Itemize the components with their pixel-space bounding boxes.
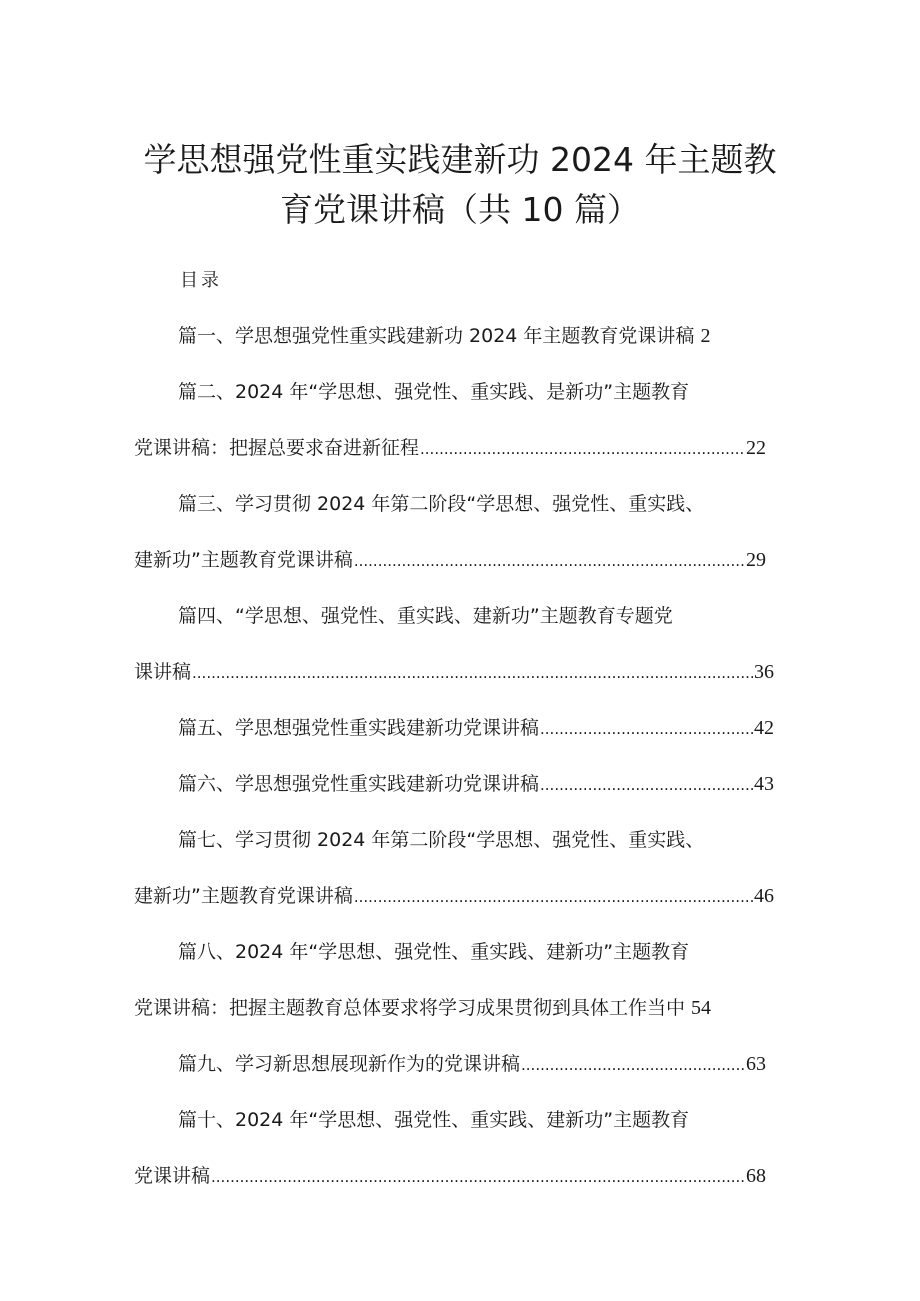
toc-entry-text: 篇一、学思想强党性重实践建新功 2024 年主题教育党课讲稿: [178, 325, 695, 347]
toc-entry-text: 篇十、2024 年“学思想、强党性、重实践、建新功”主题教育: [178, 1109, 690, 1131]
toc-entry-text: 党课讲稿：把握主题教育总体要求将学习成果贯彻到具体工作当中: [134, 997, 686, 1019]
toc-entry-text: 篇二、2024 年“学思想、强党性、重实践、是新功”主题教育: [178, 381, 690, 403]
toc-entry-text: 党课讲稿：把握总要求奋进新征程: [134, 437, 420, 459]
toc-entry-page: 68: [746, 1165, 766, 1187]
toc-dot-leader: [540, 772, 753, 798]
toc-entry-text: 篇七、学习贯彻 2024 年第二阶段“学思想、强党性、重实践、: [178, 829, 705, 851]
toc-entry-3-line-2[interactable]: [134, 547, 766, 574]
toc-entry-8-line-1[interactable]: [178, 939, 689, 965]
toc-dot-leader: [211, 1164, 745, 1190]
toc-entry-text: 篇三、学习贯彻 2024 年第二阶段“学思想、强党性、重实践、: [178, 493, 705, 515]
toc-entry-page: 63: [746, 1053, 766, 1075]
toc-entry-text: 篇四、“学思想、强党性、重实践、建新功”主题教育专题党: [178, 605, 673, 627]
toc-entry-4-line-2[interactable]: [134, 659, 774, 686]
document-title-line-2: 育党课讲稿（共 10 篇）: [280, 190, 640, 229]
toc-entry-10-line-1[interactable]: [178, 1107, 689, 1133]
toc-entry-text: 篇八、2024 年“学思想、强党性、重实践、建新功”主题教育: [178, 941, 690, 963]
toc-entry-7-line-1[interactable]: [178, 827, 704, 853]
toc-dot-leader: [521, 1052, 745, 1078]
toc-dot-leader: [354, 548, 745, 574]
toc-dot-leader: [192, 660, 753, 686]
toc-entry-8-line-2[interactable]: [134, 995, 711, 1021]
toc-entry-1[interactable]: [178, 323, 710, 349]
toc-entry-3-line-1[interactable]: [178, 491, 704, 517]
toc-entry-page: 29: [746, 549, 766, 571]
toc-entry-page: 46: [754, 885, 774, 907]
toc-entry-text: 党课讲稿: [134, 1165, 211, 1187]
toc-entry-text: 建新功”主题教育党课讲稿: [134, 549, 353, 571]
toc-heading: 目录: [180, 270, 222, 291]
document-title-line-1: 学思想强党性重实践建新功 2024 年主题教: [143, 140, 777, 179]
toc-entry-5[interactable]: [178, 715, 774, 742]
toc-entry-page: 43: [754, 773, 774, 795]
toc-dot-leader: [354, 884, 753, 910]
toc-dot-leader: [540, 716, 753, 742]
toc-dot-leader: [420, 436, 745, 462]
toc-entry-6[interactable]: [178, 771, 774, 798]
toc-entry-text: 篇九、学习新思想展现新作为的党课讲稿: [178, 1053, 521, 1075]
toc-entry-2-line-2[interactable]: [134, 435, 766, 462]
toc-entry-text: 篇五、学思想强党性重实践建新功党课讲稿: [178, 717, 540, 739]
toc-entry-2-line-1[interactable]: [178, 379, 689, 405]
toc-entry-7-line-2[interactable]: [134, 883, 774, 910]
toc-entry-4-line-1[interactable]: [178, 603, 673, 629]
toc-entry-9[interactable]: [178, 1051, 766, 1078]
toc-entry-text: 建新功”主题教育党课讲稿: [134, 885, 353, 907]
toc-entry-page: 2: [700, 325, 711, 347]
toc-entry-page: 42: [754, 717, 774, 739]
toc-entry-text: 篇六、学思想强党性重实践建新功党课讲稿: [178, 773, 540, 795]
toc-entry-10-line-2[interactable]: [134, 1163, 766, 1190]
toc-entry-page: 54: [691, 997, 712, 1019]
toc-entry-text: 课讲稿: [134, 661, 192, 683]
toc-entry-page: 36: [754, 661, 774, 683]
toc-entry-page: 22: [746, 437, 766, 459]
